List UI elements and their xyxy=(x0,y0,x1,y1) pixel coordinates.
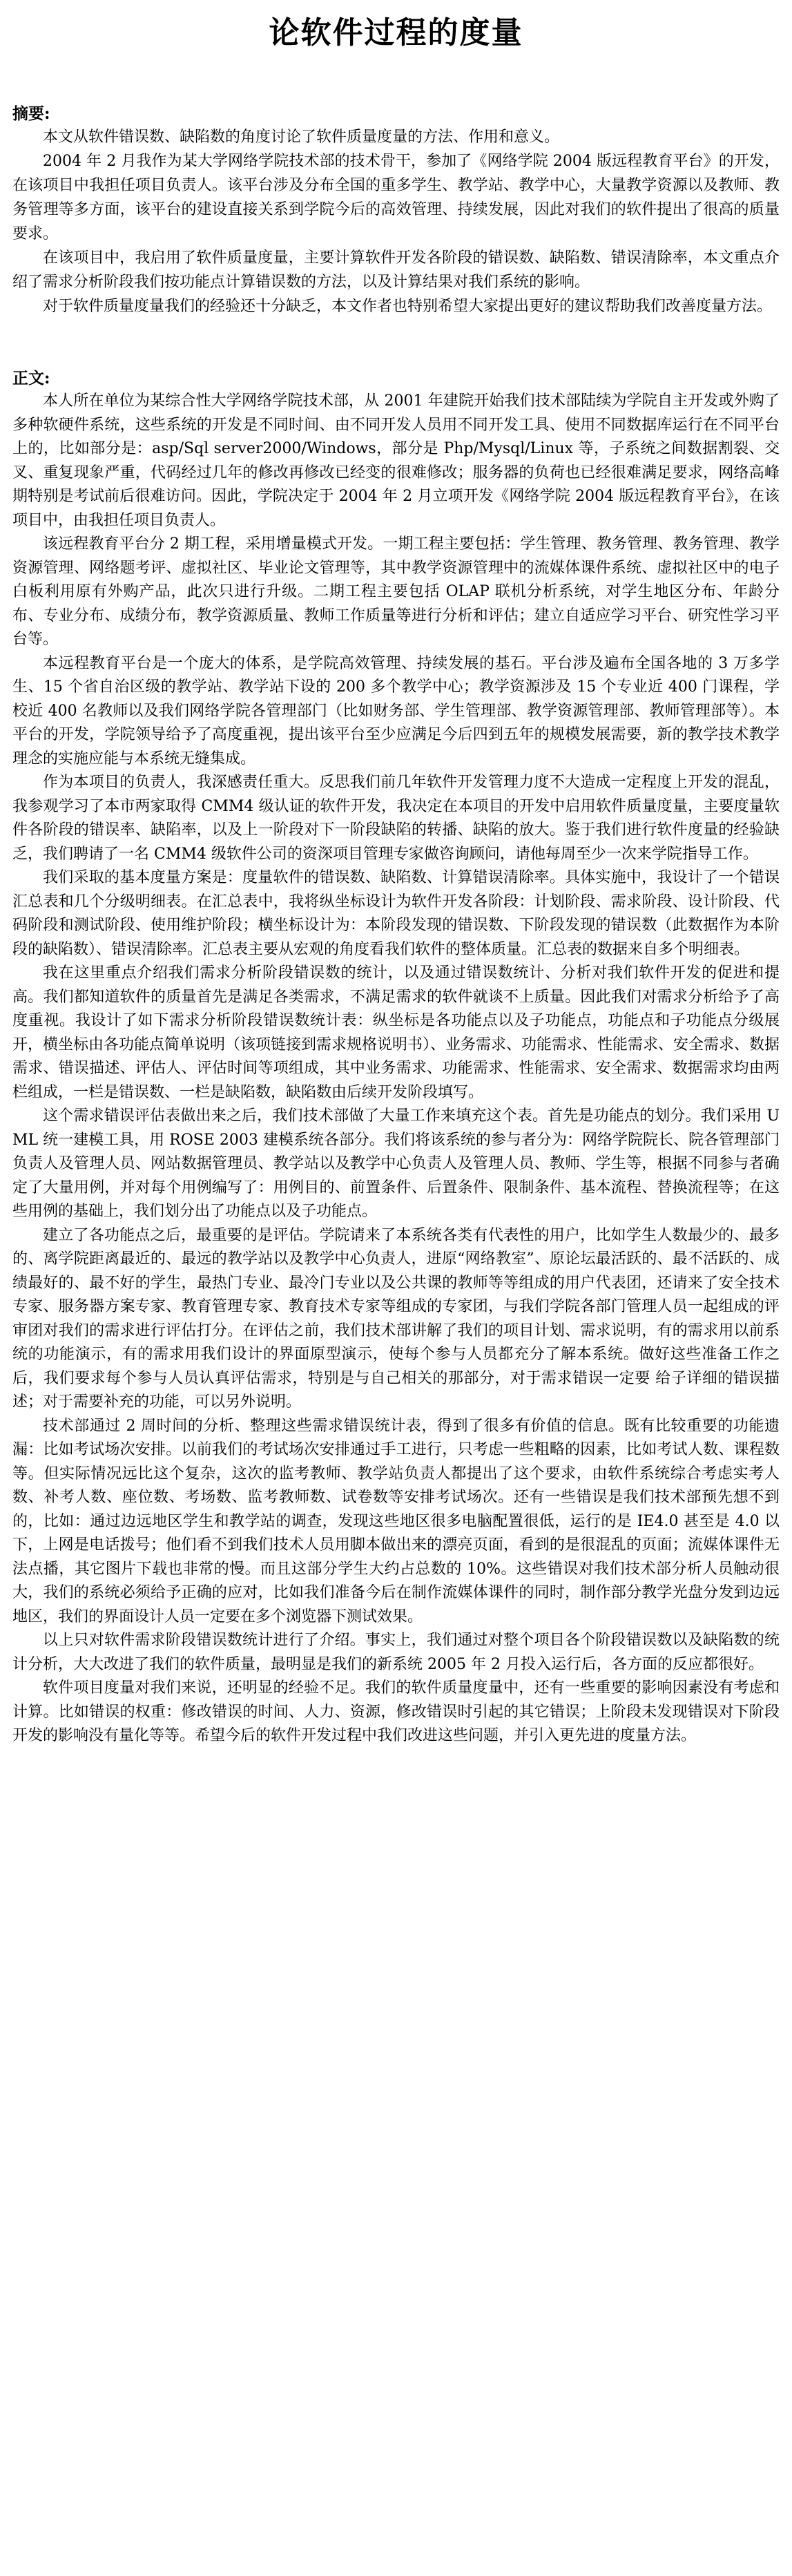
body-paragraph: 我在这里重点介绍我们需求分析阶段错误数的统计，以及通过错误数统计、分析对我们软件开发的促进和提高。我们都知道软件的质量首先是满足各类需求，不满足需求的软件就谈不上质量。因此我们对需求分析给予了高度重视。我设计了如下需求分析阶段错误数统计表：纵坐标是各功能点以及子功能点，功能点和子功能点分级展开，横坐标由各功能点简单说明（该项链接到需求规格说明书）、业务需求、功能需求、性能需求、安全需求、数据需求、错误描述、评估人、评估时间等项组成，其中业务需求、功能需求、性能需求、安全需求、数据需求均由两栏组成，一栏是错误数、一栏是缺陷数，缺陷数由后续开发阶段填写。 xyxy=(12,964,780,1101)
abstract-heading: 摘要: xyxy=(12,104,50,123)
abstract-paragraph: 本文从软件错误数、缺陷数的角度讨论了软件质量度量的方法、作用和意义。 xyxy=(43,128,560,146)
body-paragraph: 本远程教育平台是一个庞大的体系，是学院高效管理、持续发展的基石。平台涉及遍布全国各地的 3 万多学生、15 个省自治区级的教学站、教学站下设的 200 多个教学中心；教学资源涉及 15 个专业近 400 门课程，学校近 400 名教师以及我们网络学院各管理部门（比如财务部、学生管理部、教学资源管理部、教师管理部等）。本平台的开发，学院领导给予了高度重视，提出该平台至少应满足今后四到五年的规模发展需要，新的教学技术教学理念的实施应能与本系统无缝集成。 xyxy=(12,654,780,767)
abstract-paragraph: 对于软件质量度量我们的经验还十分缺乏，本文作者也特别希望大家提出更好的建议帮助我们改善度量方法。 xyxy=(43,298,773,315)
body-paragraph: 技术部通过 2 周时间的分析、整理这些需求错误统计表，得到了很多有价值的信息。既有比较重要的功能遗漏：比如考试场次安排。以前我们的考试场次安排通过手工进行，只考虑一些粗略的因素，比如考试人数、课程数等。但实际情况远比这个复杂，这次的监考教师、教学站负责人都提出了这个要求，由软件系统综合考虑实考人数、补考人数、座位数、考场数、监考教师数、试卷数等安排考试场次。还有一些错误是我们技术部预先想不到的，比如：通过边远地区学生和教学站的调查，发现这些地区很多电脑配置很低，运行的是 IE4.0 甚至是 4.0 以下，上网是电话拨号；他们看不到我们技术人员用脚本做出来的漂亮页面，看到的是很混乱的页面；流媒体课件无法点播，其它图片下载也非常的慢。而且这部分学生大约占总数的 10%。这些错误对我们技术部分析人员触动很大，我们的系统必须给予正确的应对，比如我们准备今后在制作流媒体课件的同时，制作部分教学光盘分发到边远地区，我们的界面设计人员一定要在多个浏览器下测试效果。 xyxy=(12,1417,780,1625)
body-paragraph: 该远程教育平台分 2 期工程，采用增量模式开发。一期工程主要包括：学生管理、教务管理、教务管理、教学资源管理、网络题考评、虚拟社区、毕业论文管理等，其中教学资源管理中的流媒体课件系统、虚拟社区中的电子白板利用原有外购产品，此次只进行升级。二期工程主要包括 OLAP 联机分析系统，对学生地区分布、年龄分布、专业分布、成绩分布，教学资源质量、教师工作质量等进行分析和评估；建立自适应学习平台、研究性学习平台等。 xyxy=(12,535,780,648)
body-paragraph: 我们采取的基本度量方案是：度量软件的错误数、缺陷数、计算错误清除率。具体实施中，我设计了一个错误汇总表和几个分级明细表。在汇总表中，我将纵坐标设计为软件开发各阶段：计划阶段、需求阶段、设计阶段、代码阶段和测试阶段、使用维护阶段；横坐标设计为：本阶段发现的错误数、下阶段发现的错误数（此数据作为本阶段的缺陷数）、错误清除率。汇总表主要从宏观的角度看我们软件的整体质量。汇总表的数据来自多个明细表。 xyxy=(12,869,780,958)
body-paragraph: 建立了各功能点之后，最重要的是评估。学院请来了本系统各类有代表性的用户，比如学生人数最少的、最多的、离学院距离最近的、最远的教学站以及教学中心负责人，进原“网络教室”、原论坛最活跃的、最不活跃的、成绩最好的、最不好的学生，最热门专业、最冷门专业以及公共课的教师等等组成的用户代表团，还请来了安全技术专家、服务器方案专家、教育管理专家、教育技术专家等组成的专家团，与我们学院各部门管理人员一起组成的评审团对我们的需求进行评估打分。在评估之前，我们技术部讲解了我们的项目计划、需求说明，有的需求用以前系统的功能演示，有的需求用我们设计的界面原型演示，使每个参与人员都充分了解本系统。做好这些准备工作之后，我们要求每个参与人员认真评估需求，特别是与自己相关的那部分，对于需求错误一定要 给子详细的错误描述；对于需要补充的功能，可以另外说明。 xyxy=(12,1226,780,1411)
body-paragraph: 这个需求错误评估表做出来之后，我们技术部做了大量工作来填充这个表。首先是功能点的划分。我们采用 UML 统一建模工具，用 ROSE 2003 建模系统各部分。我们将该系统的参与者分为：网络学院院长、院各管理部门负责人及管理人员、网站数据管理员、教学站以及教学中心负责人及管理人员、教师、学生等，根据不同参与者确定了大量用例，并对每个用例编写了：用例目的、前置条件、后置条件、限制条件、基本流程、替换流程等；在这些用例的基础上，我们划分出了功能点以及子功能点。 xyxy=(12,1107,780,1220)
body-section xyxy=(12,367,780,1748)
body-paragraph: 本人所在单位为某综合性大学网络学院技术部，从 2001 年建院开始我们技术部陆续为学院自主开发或外购了多种软硬件系统，这些系统的开发是不同时间、由不同开发人员用不同开发工具、使用不同数据库运行在不同平台上的，比如部分是：asp/Sql server2000/Windows，部分是 Php/Mysql/Linux 等，子系统之间数据割裂、交叉、重复现象严重，代码经过几年的修改再修改已经变的很难修改；服务器的负荷也已经很难满足要求，网络高峰期特别是考试前后很难访问。因此，学院决定于 2004 年 2 月立项开发《网络学院 2004 版远程教育平台》，在该项目中，由我担任项目负责人。 xyxy=(12,392,780,529)
body-heading: 正文: xyxy=(12,369,50,388)
abstract-paragraph: 2004 年 2 月我作为某大学网络学院技术部的技术骨干，参加了《网络学院 2004 版远程教育平台》的开发，在该项目中我担任项目负责人。该平台涉及分布全国的重多学生、教学站、教学中心，大量教学资源以及教师、教务管理等多方面，该平台的建设直接关系到学院今后的高效管理、持续发展，因此对我们的软件提出了很高的质量要求。 xyxy=(12,153,780,242)
abstract-section xyxy=(12,102,780,318)
body-paragraph: 作为本项目的负责人，我深感责任重大。反思我们前几年软件开发管理力度不大造成一定程度上开发的混乱，我参观学习了本市两家取得 CMM4 级认证的软件开发，我决定在本项目的开发中启用软件质量度量，主要度量软件各阶段的错误率、缺陷率，以及上一阶段对下一阶段缺陷的转播、缺陷的放大。鉴于我们进行软件度量的经验缺乏，我们聘请了一名 CMM4 级软件公司的资深项目管理专家做咨询顾问，请他每周至少一次来学院指导工作。 xyxy=(12,774,780,863)
body-paragraph: 以上只对软件需求阶段错误数统计进行了介绍。事实上，我们通过对整个项目各个阶段错误数以及缺陷数的统计分析，大大改进了我们的软件质量，最明显是我们的新系统 2005 年 2 月投入运行后，各方面的反应都很好。 xyxy=(12,1632,780,1673)
abstract-paragraph: 在该项目中，我启用了软件质量度量，主要计算软件开发各阶段的错误数、缺陷数、错误清除率，本文重点介绍了需求分析阶段我们按功能点计算错误数的方法，以及计算结果对我们系统的影响。 xyxy=(12,249,780,291)
document-title: 论软件过程的度量 xyxy=(269,15,523,50)
body-paragraph: 软件项目度量对我们来说，还明显的经验不足。我们的软件质量度量中，还有一些重要的影响因素没有考虑和计算。比如错误的权重：修改错误的时间、人力、资源，修改错误时引起的其它错误；上阶段未发现错误对下阶段开发的影响没有量化等等。希望今后的软件开发过程中我们改进这些问题，并引入更先进的度量方法。 xyxy=(12,1679,780,1744)
